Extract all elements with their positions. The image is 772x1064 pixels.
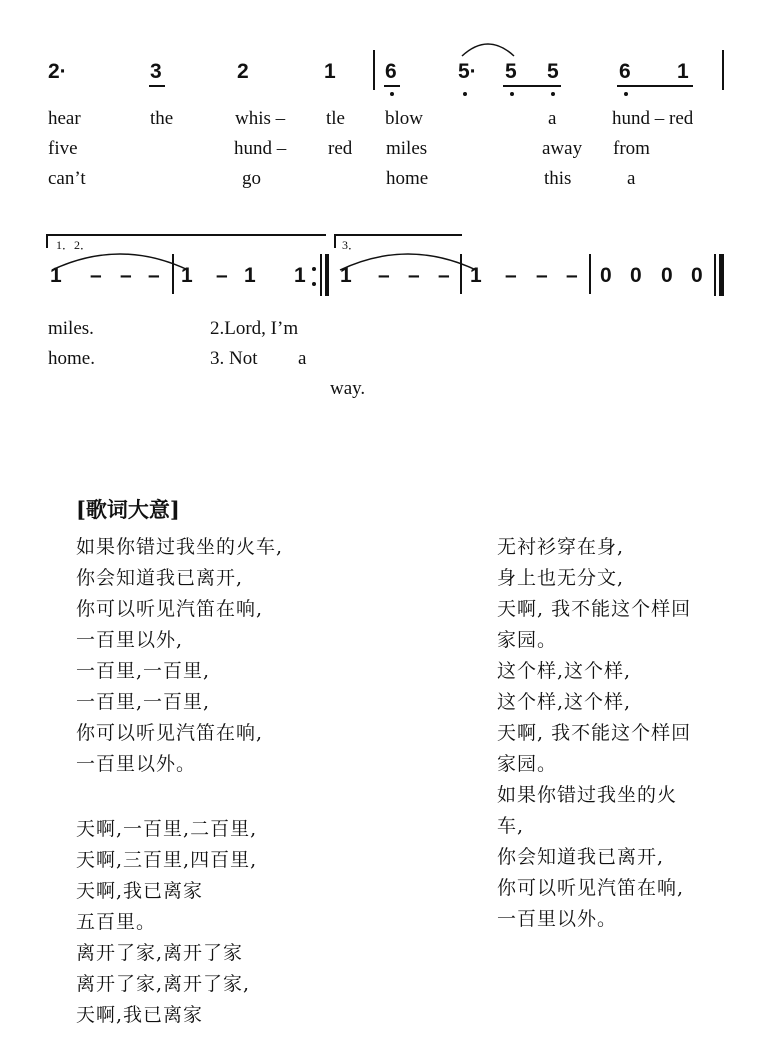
lyric: the [150,108,174,129]
lyric-line: 家园。 [497,629,558,651]
note-dash: – [566,264,578,287]
barline [172,254,174,294]
lyric: a [627,168,636,189]
note: 1 [181,264,193,287]
note: 2 [237,60,249,83]
lyric: a [298,348,307,369]
lyric: home [386,168,429,189]
repeat-barline-thick [325,254,329,296]
repeat-dot [312,267,316,271]
note: 1 [244,264,256,287]
lyrics-right-column [497,532,757,935]
barline [373,50,375,90]
note-dash: – [216,264,228,287]
note: 6 [385,60,397,83]
lyric: miles. [48,318,94,339]
note-rest: 0 [630,264,642,287]
note: 1 [50,264,62,287]
note-rest: 0 [691,264,703,287]
barline [722,50,724,90]
lyric: hund – red [612,108,694,129]
lyric: can’t [48,168,86,189]
note-underline [503,85,561,87]
lyric-line: 你可以听见汽笛在响, [76,598,264,620]
volta-bracket-edge [46,234,48,248]
lyric-line: 无衬衫穿在身, [497,536,625,558]
lyric: 3. Not [210,348,258,369]
lyric-line: 这个样,这个样, [497,660,632,682]
lyric: this [544,168,572,189]
note-dash: – [536,264,548,287]
repeat-barline-thin [320,254,322,296]
note-dash: – [120,264,132,287]
note: 3 [150,60,162,83]
note-dash: – [148,264,160,287]
note: 1 [677,60,689,83]
lyric: from [613,138,650,159]
note-dash: – [90,264,102,287]
lyric-line: 天啊,一百里,二百里, [76,818,258,840]
note-dash: – [505,264,517,287]
lyric-line: 五百里。 [76,911,157,933]
note: 1 [324,60,336,83]
lyric: a [548,108,557,129]
lyric-line: 你可以听见汽笛在响, [76,722,264,744]
lyric-line: 一百里,一百里, [76,691,211,713]
lyric-line: 如果你错过我坐的火 [497,784,678,806]
note-dash: – [378,264,390,287]
note-rest: 0 [661,264,673,287]
lyric-line: 天啊, 我不能这个样回 [497,598,692,620]
note: 5· [458,60,477,83]
lyric: miles [386,138,428,159]
tie-slur [460,38,516,58]
note: 1 [470,264,482,287]
lyric: whis – [235,108,286,129]
lyric: home. [48,348,95,369]
note: 5 [547,60,559,83]
lyric-line: 一百里以外, [76,629,184,651]
lyric: five [48,138,78,159]
lyric: blow [385,108,423,129]
note-dash: – [438,264,450,287]
lyric-line: 离开了家,离开了家 [76,942,244,964]
lyrics-left-column [76,532,456,1031]
lyric: hund – [234,138,287,159]
note: 1 [294,264,306,287]
note: 5 [505,60,517,83]
section-heading: [歌词大意] [76,497,180,522]
lyric-line: 家园。 [497,753,558,775]
lyric-line: 一百里以外。 [76,753,197,775]
lyric-line: 你会知道我已离开, [76,567,244,589]
lyric-line: 你可以听见汽笛在响, [497,877,685,899]
octave-dot [551,92,555,96]
lyric-line: 这个样,这个样, [497,691,632,713]
octave-dot [463,92,467,96]
lyric-line: 天啊,我已离家 [76,1004,204,1026]
volta-label-1-2: 1．2． [56,238,93,252]
octave-dot [390,92,394,96]
lyric: go [242,168,261,189]
lyric: away [542,138,583,159]
final-barline-thin [714,254,716,296]
lyric: way. [330,378,366,399]
lyric-spacer [76,780,456,814]
note-dash: – [408,264,420,287]
lyric-line: 如果你错过我坐的火车, [76,536,284,558]
lyric-line: 天啊,我已离家 [76,880,204,902]
barline [589,254,591,294]
note-rest: 0 [600,264,612,287]
lyric: tle [326,108,345,129]
note: 6 [619,60,631,83]
lyric-line: 车, [497,815,525,837]
lyric-line: 身上也无分文, [497,567,625,589]
volta-bracket-edge [334,234,336,248]
volta-label-3: 3． [342,238,361,252]
lyric-line: 离开了家,离开了家, [76,973,251,995]
final-barline-thick [719,254,724,296]
note: 2· [48,60,67,83]
lyric-line: 你会知道我已离开, [497,846,665,868]
lyric-line: 天啊, 我不能这个样回 [497,722,692,744]
note-underline [617,85,693,87]
lyric: 2.Lord, I’m [210,318,299,339]
lyric-line: 一百里以外。 [497,908,618,930]
note: 1 [340,264,352,287]
octave-dot [624,92,628,96]
lyric-line: 一百里,一百里, [76,660,211,682]
lyric: red [328,138,353,159]
repeat-dot [312,282,316,286]
note-underline [149,85,165,87]
octave-dot [510,92,514,96]
note-underline [384,85,400,87]
barline [460,254,462,294]
lyric-line: 天啊,三百里,四百里, [76,849,258,871]
lyric: hear [48,108,81,129]
